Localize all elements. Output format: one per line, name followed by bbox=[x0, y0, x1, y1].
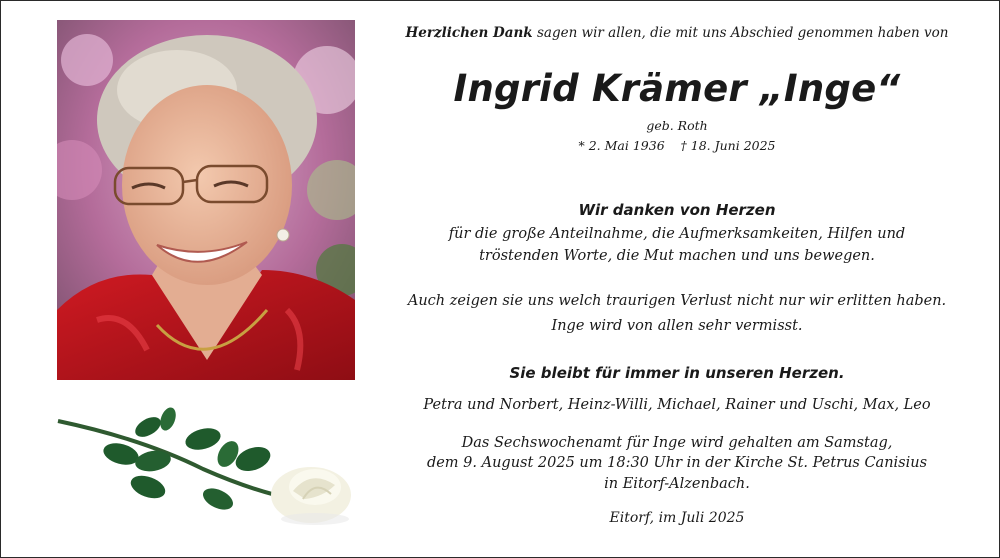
mass-line: in Eitorf-Alzenbach. bbox=[604, 476, 750, 492]
intro-bold: Herzlichen Dank bbox=[405, 25, 533, 41]
mass-line: Das Sechswochenamt für Inge wird gehalten am Samstag, bbox=[461, 435, 893, 451]
portrait-photo bbox=[57, 20, 355, 380]
closing-heading: Sie bleibt für immer in unseren Herzen. bbox=[509, 364, 845, 382]
thanks-line: tröstenden Worte, die Mut machen und uns bewegen. bbox=[479, 248, 875, 264]
life-dates: * 2. Mai 1936 † 18. Juni 2025 bbox=[578, 138, 776, 153]
intro-line bbox=[399, 25, 955, 41]
intro-rest: sagen wir allen, die mit uns Abschied genommen haben von bbox=[532, 25, 949, 41]
thanks-line: für die große Anteilnahme, die Aufmerksamkeiten, Hilfen und bbox=[448, 226, 906, 242]
thanks-line: Auch zeigen sie uns welch traurigen Verlust nicht nur wir erlitten haben. bbox=[407, 293, 947, 309]
thanks-line: Inge wird von allen sehr vermisst. bbox=[551, 318, 803, 334]
thanks-heading: Wir danken von Herzen bbox=[578, 201, 776, 219]
deceased-name: Ingrid Krämer „Inge“ bbox=[453, 67, 901, 110]
rose-illustration bbox=[53, 399, 359, 537]
mass-line: dem 9. August 2025 um 18:30 Uhr in der Kirche St. Petrus Canisius bbox=[426, 455, 928, 471]
place-date: Eitorf, im Juli 2025 bbox=[609, 510, 745, 526]
birth-name: geb. Roth bbox=[646, 118, 708, 133]
family-names: Petra und Norbert, Heinz-Willi, Michael, Rainer und Uschi, Max, Leo bbox=[423, 397, 931, 413]
